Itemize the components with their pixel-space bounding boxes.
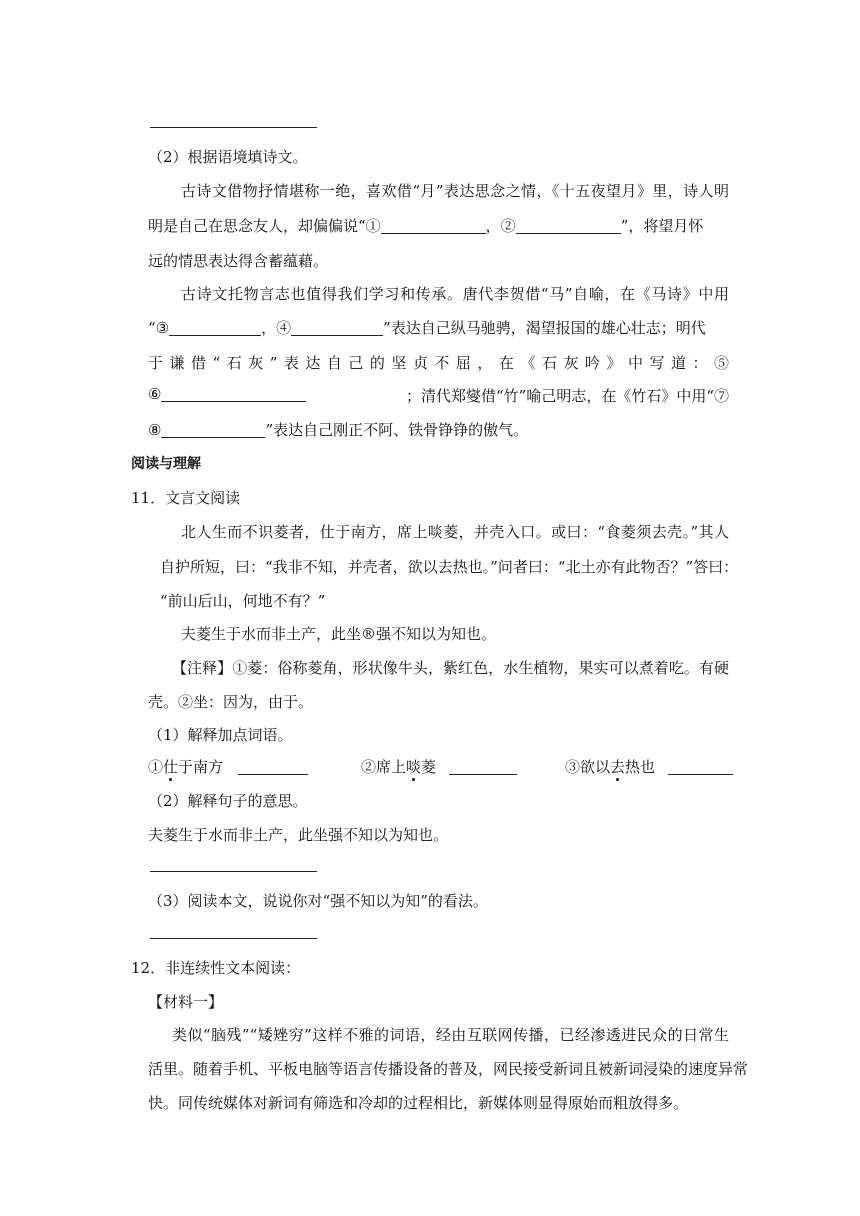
word-item-1: ①仕于南方 — [148, 756, 308, 777]
fill-blank-8[interactable] — [161, 421, 265, 438]
question-label: （2）根据语境填诗文。 — [148, 148, 308, 166]
question-title: 11．文言文阅读 — [131, 489, 241, 507]
answer-line[interactable] — [150, 871, 317, 872]
paragraph-line: 于谦借“石灰”表达自己的坚贞不屈，在《石灰吟》中写道：⑤ — [148, 354, 729, 372]
word-item-3: ③欲以去热也 — [565, 756, 733, 777]
dotted-word: 去 — [610, 758, 626, 776]
question-title: 12．非连续性文本阅读： — [131, 959, 301, 977]
material-line: 类似“脑残”“矮矬穷”这样不雅的词语，经由互联网传播，已经渗透进民众的日常生 — [172, 1026, 729, 1044]
answer-line[interactable] — [150, 938, 317, 939]
sub-question: （3）阅读本文，说说你对“强不知以为知”的看法。 — [148, 892, 488, 910]
answer-blank-word-1[interactable] — [238, 758, 308, 775]
paragraph-line: 明是自己在思念友人，却偏偏说“① ，② ”，将望月怀 — [148, 217, 704, 235]
passage-line: 北人生而不识菱者，仕于南方，席上啖菱，并壳入口。或曰：“食菱须去壳。”其人 — [181, 523, 729, 541]
fill-blank-3[interactable] — [169, 319, 261, 336]
paragraph-line: “③ ，④ ”表达自己纵马驰骋，渴望报国的雄心壮志；明代 — [148, 319, 706, 337]
paragraph-line: 远的情思表达得含蓄蕴藉。 — [148, 252, 329, 270]
dotted-word: 啖 — [406, 758, 422, 776]
note-line: 【注释】①菱：俗称菱角，形状像牛头，紫红色，水生植物，果实可以煮着吃。有硬 — [172, 659, 729, 677]
material-line: 快。同传统媒体对新词有筛选和冷却的过程相比，新媒体则显得原始而粗放得多。 — [148, 1094, 689, 1112]
passage-line: 夫菱生于水而非土产，此坐®强不知以为知也。 — [181, 625, 497, 643]
paragraph-line: 古诗文借物抒情堪称一绝，喜欢借“月”表达思念之情，《十五夜望月》里，诗人明 — [181, 182, 729, 200]
material-label: 【材料一】 — [148, 993, 224, 1011]
sub-question: （1）解释加点词语。 — [148, 726, 293, 744]
fill-blank-6[interactable] — [161, 385, 306, 402]
fill-blank-2[interactable] — [516, 217, 621, 234]
paragraph-line: ⑧ ”表达自己刚正不阿、铁骨铮铮的傲气。 — [148, 421, 529, 439]
dotted-word: 仕 — [163, 758, 179, 776]
fill-blank-1[interactable] — [381, 217, 486, 234]
passage-line: “前山后山，何地不有？” — [160, 592, 326, 610]
sub-question: （2）解释句子的意思。 — [148, 792, 308, 810]
answer-line — [150, 127, 317, 128]
paragraph-line: ⑥ ；清代郑燮借“竹”喻己明志，在《竹石》中用“⑦ — [148, 385, 729, 405]
answer-blank-word-2[interactable] — [449, 758, 517, 775]
word-item-2: ②席上啖菱 — [361, 756, 517, 777]
answer-blank-word-3[interactable] — [668, 758, 733, 775]
paragraph-line: 古诗文托物言志也值得我们学习和传承。唐代李贺借“马”自喻，在《马诗》中用 — [181, 285, 729, 303]
fill-blank-4[interactable] — [291, 319, 383, 336]
section-heading: 阅读与理解 — [131, 456, 201, 472]
sentence: 夫菱生于水而非土产，此坐强不知以为知也。 — [148, 826, 449, 844]
passage-line: 自护所短，曰：“我非不知，并壳者，欲以去热也。”问者曰：“北土亦有此物否？”答曰： — [160, 558, 739, 576]
note-line: 壳。②坐：因为，由于。 — [148, 693, 314, 711]
material-line: 活里。随着手机、平板电脑等语言传播设备的普及，网民接受新词且被新词浸染的速度异常 — [148, 1060, 749, 1078]
